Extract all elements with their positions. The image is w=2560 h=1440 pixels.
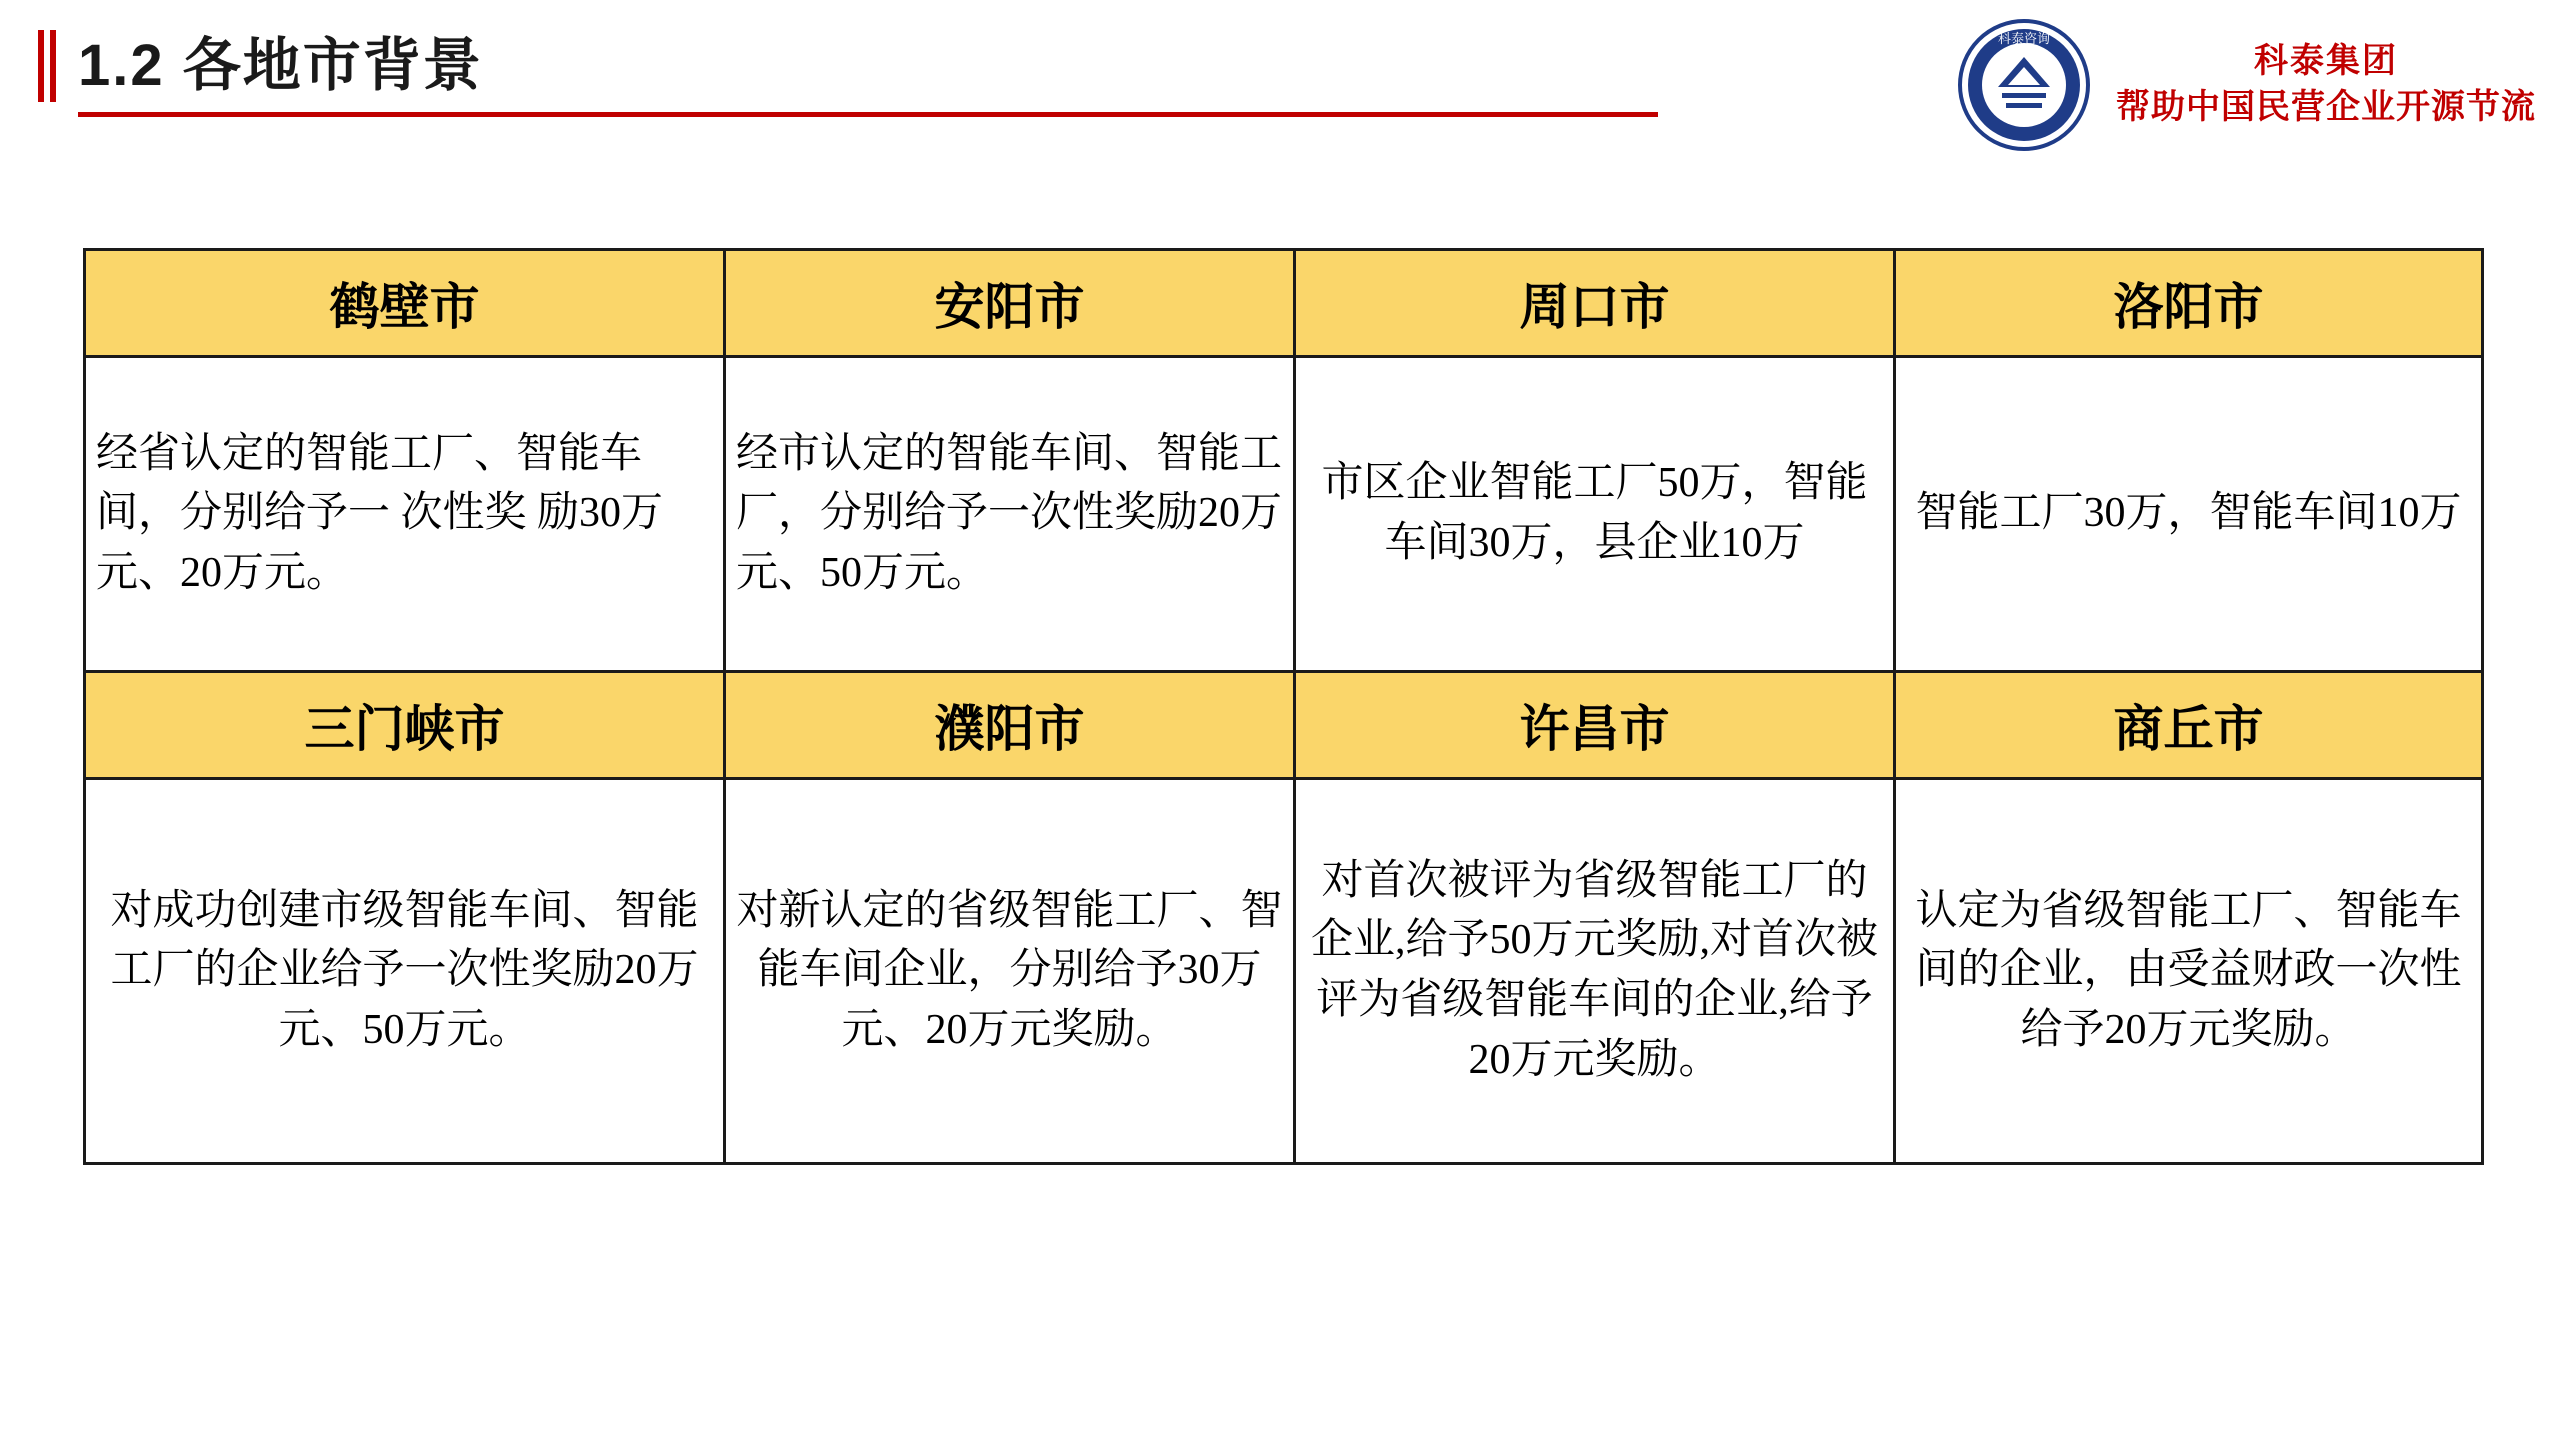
city-header-cell: 洛阳市 xyxy=(1895,250,2483,357)
title-accent-bars xyxy=(38,30,60,102)
policy-cell: 认定为省级智能工厂、智能车间的企业，由受益财政一次性给予20万元奖励。 xyxy=(1895,779,2483,1164)
city-header-cell: 商丘市 xyxy=(1895,672,2483,779)
table-row-cities-2 xyxy=(85,672,2483,779)
slide-header xyxy=(0,0,2560,170)
brand-name: 科泰集团 xyxy=(2254,42,2398,81)
brand-slogan: 帮助中国民营企业开源节流 xyxy=(2116,88,2536,126)
title-underline xyxy=(78,112,1658,117)
page-title: 1.2 各地市背景 xyxy=(78,33,483,98)
table-row-descriptions-2 xyxy=(85,779,2483,1164)
company-seal-logo-icon xyxy=(1958,19,2090,151)
policy-cell: 对新认定的省级智能工厂、智能车间企业，分别给予30万元、20万元奖励。 xyxy=(725,779,1295,1164)
city-header-cell: 鹤壁市 xyxy=(85,250,725,357)
policy-cell: 经省认定的智能工厂、智能车间，分别给予一 次性奖 励30万元、20万元。 xyxy=(85,357,725,672)
table-row-cities-1 xyxy=(85,250,2483,357)
table-row-descriptions-1 xyxy=(85,357,2483,672)
city-header-cell: 周口市 xyxy=(1295,250,1895,357)
brand-block xyxy=(1958,10,2536,160)
policy-cell: 智能工厂30万，智能车间10万 xyxy=(1895,357,2483,672)
city-header-cell: 濮阳市 xyxy=(725,672,1295,779)
city-header-cell: 安阳市 xyxy=(725,250,1295,357)
brand-text xyxy=(2116,39,2536,131)
policy-cell: 经市认定的智能车间、智能工厂，分别给予一次性奖励20万元、50万元。 xyxy=(725,357,1295,672)
city-header-cell: 许昌市 xyxy=(1295,672,1895,779)
city-header-cell: 三门峡市 xyxy=(85,672,725,779)
policy-cell: 市区企业智能工厂50万，智能车间30万，县企业10万 xyxy=(1295,357,1895,672)
policy-cell: 对首次被评为省级智能工厂的企业,给予50万元奖励,对首次被评为省级智能车间的企业,给予20万元奖励。 xyxy=(1295,779,1895,1164)
policy-cell: 对成功创建市级智能车间、智能工厂的企业给予一次性奖励20万元、50万元。 xyxy=(85,779,725,1164)
city-policy-table xyxy=(83,248,2484,1165)
svg-text:科泰咨询: 科泰咨询 xyxy=(1997,31,2051,46)
